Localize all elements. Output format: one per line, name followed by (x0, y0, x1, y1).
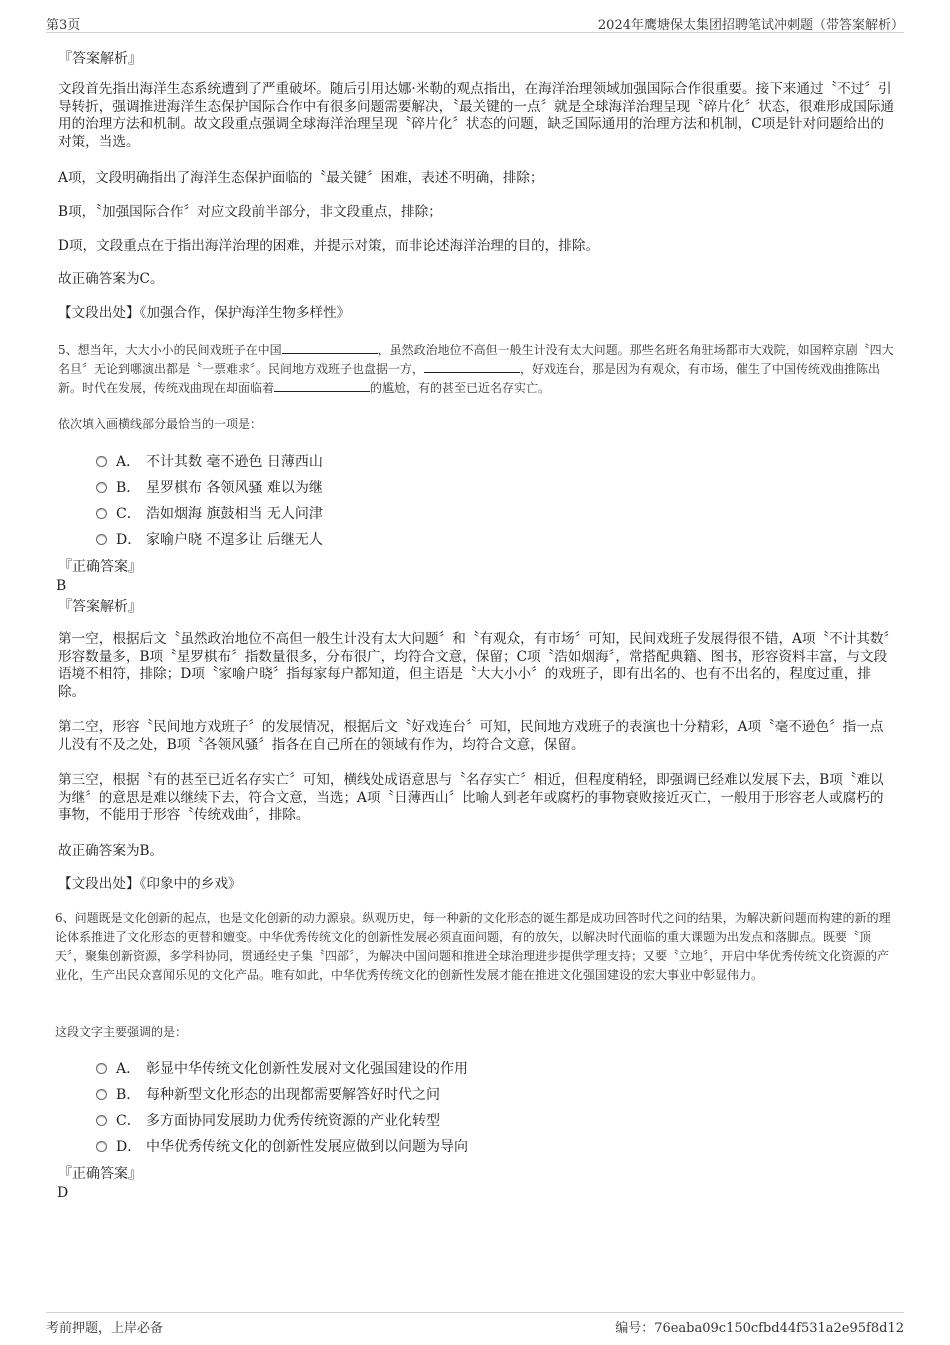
q4-source: 【文段出处】《加强合作，保护海洋生物多样性》 (58, 305, 351, 321)
q4-analysis-option-d: D项，文段重点在于指出海洋治理的困难，并提示对策，而非论述海洋治理的目的，排除。 (58, 238, 600, 254)
q6-option-d[interactable]: D． 中华优秀传统文化的创新性发展应做到以问题为导向 (96, 1138, 468, 1156)
radio-icon[interactable] (96, 1063, 107, 1074)
radio-icon[interactable] (96, 1089, 107, 1100)
q6-answer-label: 『正确答案』 (58, 1166, 142, 1182)
q4-analysis-label: 『答案解析』 (58, 51, 142, 67)
q5-analysis-label: 『答案解析』 (58, 599, 142, 615)
blank-3 (274, 381, 370, 392)
q5-analysis-blank-1: 第一空，根据后文〝虽然政治地位不高但一般生计没有太大问题〞和〝有观众，有市场〞可知，民间戏班子发展得很不错，A项〝不计其数〞形容数量多，B项〝星罗棋布〞指数量很多，分布很广，均符合文意，保留；C项〝浩如烟海〞，常搭配典籍、图书，形容资料丰富，与文段语境不相符，排除；D项〝家喻户晓〞指每家每户都知道，但主语是〝大大小小〞的戏班子，即有出名的、也有不出名的，程度过重，排除。 (58, 631, 891, 700)
page-number: 第3页 (46, 18, 81, 33)
q4-analysis-option-a: A项，文段明确指出了海洋生态保护面临的〝最关键〞困难，表述不明确，排除； (58, 170, 544, 186)
radio-icon[interactable] (96, 534, 107, 545)
q5-option-c[interactable]: C． 浩如烟海 旗鼓相当 无人问津 (96, 505, 323, 523)
page-header (46, 14, 904, 33)
q6-option-b[interactable]: B． 每种新型文化形态的出现都需要解答好时代之问 (96, 1086, 440, 1104)
q6-answer: D (57, 1185, 69, 1201)
q4-answer-conclusion: 故正确答案为C。 (58, 271, 164, 287)
radio-icon[interactable] (96, 1115, 107, 1126)
q5-prompt: 依次填入画横线部分最恰当的一项是： (58, 417, 263, 431)
radio-icon[interactable] (96, 508, 107, 519)
q5-answer-label: 『正确答案』 (58, 559, 142, 575)
radio-icon[interactable] (96, 456, 107, 467)
q5-answer: B (56, 578, 67, 594)
footer-slogan: 考前押题，上岸必备 (46, 1321, 164, 1336)
q5-option-a[interactable]: A． 不计其数 毫不逊色 日薄西山 (96, 453, 323, 471)
q5-analysis-blank-3: 第三空，根据〝有的甚至已近名存实亡〞可知，横线处成语意思与〝名存实亡〞相近，但程度稍轻，即强调已经难以发展下去，B项〝难以为继〞的意思是难以继续下去，符合文意，当选；A项〝日薄西山〞比喻人到老年或腐朽的事物衰败接近灭亡，一般用于形容老人或腐朽的事物，不能用于形容〝传统戏曲〞，排除。 (58, 772, 884, 823)
q6-option-a[interactable]: A． 彰显中华传统文化创新性发展对文化强国建设的作用 (96, 1060, 468, 1078)
blank-1 (282, 343, 378, 354)
page-footer (46, 1312, 904, 1336)
q5-option-b[interactable]: B． 星罗棋布 各领风骚 难以为继 (96, 479, 323, 497)
q4-analysis-option-b: B项，〝加强国际合作〞对应文段前半部分，非文段重点，排除； (58, 204, 442, 220)
q6-option-c[interactable]: C． 多方面协同发展助力优秀传统资源的产业化转型 (96, 1112, 440, 1130)
q5-answer-conclusion: 故正确答案为B。 (58, 843, 164, 859)
q5-stem: 5、想当年，大大小小的民间戏班子在中国 ，虽然政治地位不高但一般生计没有太大问题。那些名班名角驻场都市大戏院，如国粹京剧〝四大名旦〞无论到哪演出都是〝一票难求〞。民间地方戏班子也盘据一方， ，好戏连台，那是因为有观众，有市场，催生了中国传统戏曲推陈出新。时代在发展，传统戏曲现在却面临着 的尴尬，有的甚至已近名存实亡。 (58, 343, 894, 395)
document-title: 2024年鹰塘保太集团招聘笔试冲刺题（带答案解析） (597, 18, 904, 33)
q5-option-d[interactable]: D． 家喻户晓 不遑多让 后继无人 (96, 531, 323, 549)
blank-2 (424, 362, 520, 373)
q5-source: 【文段出处】《印象中的乡戏》 (58, 876, 242, 892)
q5-analysis-blank-2: 第二空，形容〝民间地方戏班子〞的发展情况，根据后文〝好戏连台〞可知，民间地方戏班子的表演也十分精彩，A项〝毫不逊色〞指一点儿没有不及之处，B项〝各领风骚〞指各在自己所在的领域有作为，均符合文意，保留。 (58, 719, 884, 753)
q6-stem: 6、问题既是文化创新的起点，也是文化创新的动力源泉。纵观历史，每一种新的文化形态的诞生都是成功回答时代之问的结果，为解决新问题而构建的新的理论体系推进了文化形态的更替和嬗变。中华优秀传统文化的创新性发展必须直面问题，有的放矢，以解决时代面临的重大课题为出发点和落脚点。既要〝顶天〞，聚集创新资源，多学科协同，贯通经史子集〝四部〞，为解决中国问题和推进全球治理进步提供学理支持；又要〝立地〞，开启中华优秀传统文化资源的产业化，生产出民众喜闻乐见的文化产品。唯有如此，中华优秀传统文化的创新性发展才能在推进文化强国建设的宏大事业中彰显伟力。 (55, 911, 891, 982)
radio-icon[interactable] (96, 1141, 107, 1152)
q6-prompt: 这段文字主要强调的是： (55, 1025, 188, 1039)
q4-analysis-paragraph: 文段首先指出海洋生态系统遭到了严重破坏。随后引用达娜·米勒的观点指出，在海洋治理领域加强国际合作很重要。接下来通过〝不过〞引导转折，强调推进海洋生态保护国际合作中有很多问题需要解决，〝最关键的一点〞就是全球海洋治理呈现〝碎片化〞状态，很难形成国际通用的治理方法和机制。故文段重点强调全球海洋治理呈现〝碎片化〞状态的问题，缺乏国际通用的治理方法和机制，C项是针对问题给出的对策，当选。 (58, 81, 895, 150)
radio-icon[interactable] (96, 482, 107, 493)
document-id: 编号：76eaba09c150cfbd44f531a2e95f8d12 (615, 1321, 904, 1336)
